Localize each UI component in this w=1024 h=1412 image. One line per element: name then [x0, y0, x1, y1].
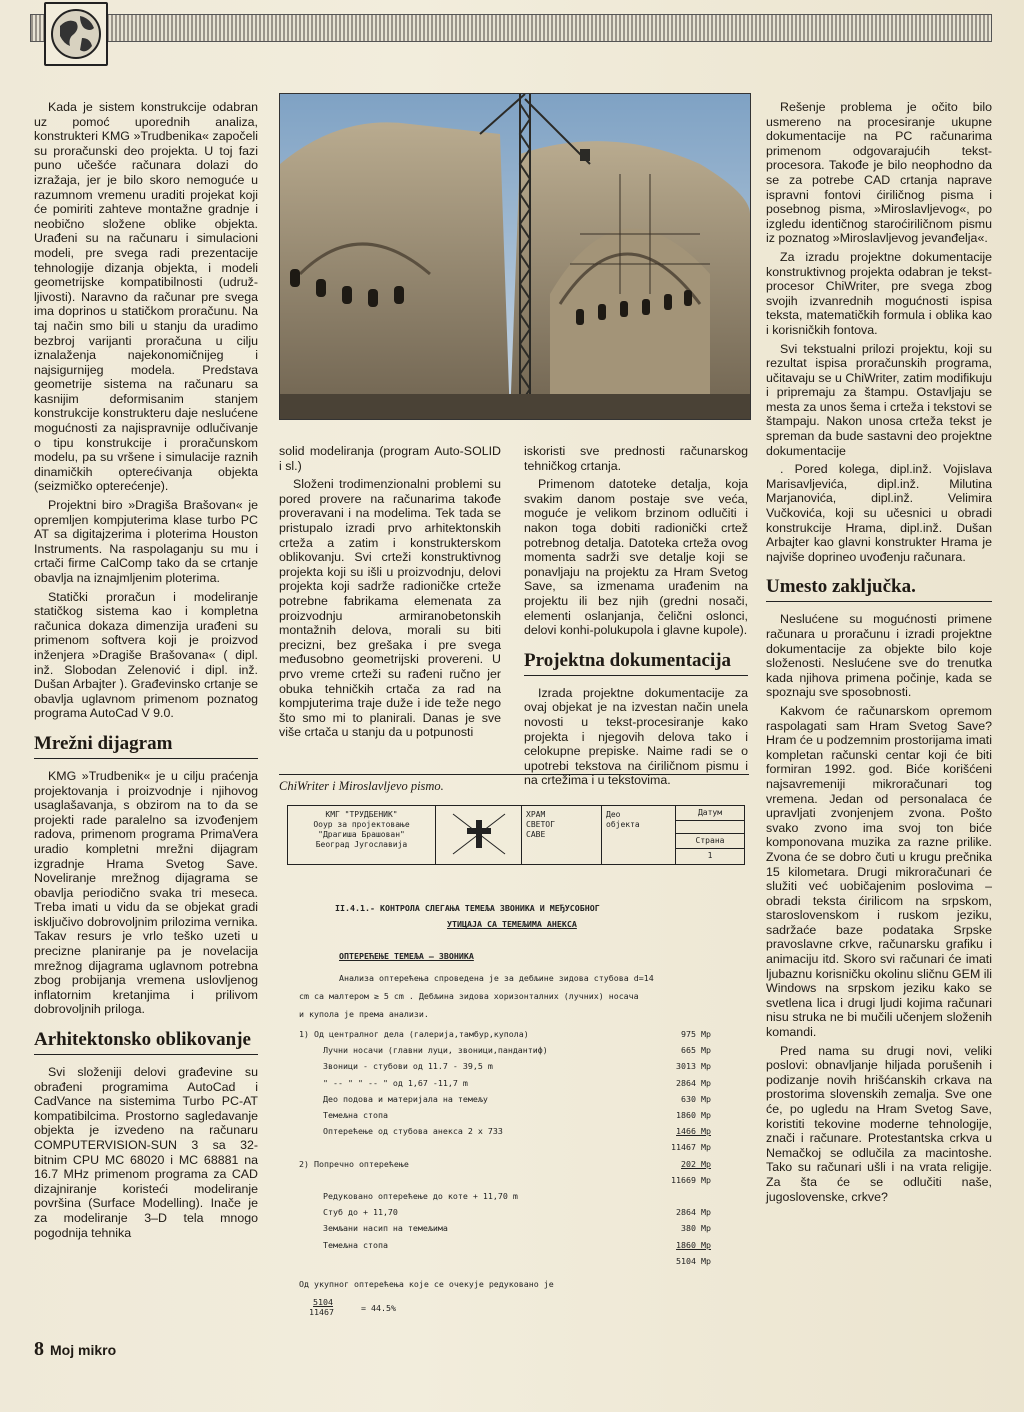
col4-para: Neslućene su mogućnosti primene računara u proračunu i izradi projektne dokumentacije za objekte bilo koje složenosti. Neslućene sve do trenutka kada njihova primena počinje, kada se spoznaju sve sposobnosti. — [766, 612, 992, 700]
figure-caption: ChiWriter i Miroslavljevo pismo. — [279, 779, 444, 793]
doc-row-value: 630 Mp — [681, 1093, 711, 1104]
cathedral-photo — [279, 93, 751, 420]
doc-row-label: Део подова и материјала на темељу — [323, 1093, 488, 1104]
doc-line: Анализа оптерећења спроведена је за дебљине зидова стубова d=14 — [339, 973, 654, 983]
column-1 — [34, 100, 258, 1244]
doc-row-label: Темељна стопа — [323, 1239, 388, 1250]
header-cell-company: КМГ "ТРУДБЕНИК" Ооур за пројектовање "Драгиша Брашован" Београд Југославија — [288, 806, 436, 864]
column-3 — [524, 444, 748, 792]
doc-row-value: 975 Mp — [681, 1029, 711, 1039]
col2-para: solid modeliranja (program Auto-SOLID i sl.) — [279, 444, 501, 473]
doc-row-value: 3013 Mp — [676, 1061, 711, 1072]
col4-para: Kakvom će računarskom opremom raspolagati sam Hram Svetog Save? Hram će u podzemnim prostorijama imati kompletan računski centar koji će biti formiran 1992. god. Biće korišćeni najsavremeniji mikroračunari tog vremena. Jedan od personalaca će upravljati zvonjenjem zvona. Pošto svako zvono ima svoj ton biće komponovana muzika za razne prilike. Zvona će se dobro čuti u krugu prečnika 15 kilometara. Drugi mikroračunari će služiti već uobičajenim poslovima – obradi teksta ćirilicom na srpskom, staroslovenskom i ruskom jeziku, sadržaće baze podataka Srpske pravoslavne crkve, računarsku grafiku i animaciju itd. Skoro svi računari će imati ljubaznu korisničku okolinu sličnu GEM ili Windows na srpskom jeziku kako se svetlena lica i drugi ljudi kojima računari nisu struka ne bi mučili učenjem složenih komandi. — [766, 703, 992, 1040]
col1-para: KMG »Trudbenik« je u cilju praćenja projektovanja i proizvodnje i njihovog usaglašavanja, s obzirom na to da se projekti rade paralelno sa izvođenjem radova, primenom programa PrimaVera uradio kompletni mrežni dijagram izgradnje Hrama Svetog Save. Noveliranje mrežnog dijagrama se obavlja periodično svaka tri meseca. Treba imati u vidu da se objekat gradi isključivo dobrovoljnim prilozima vernika. Takav resurs je vrlo teško uzeti u precizne planiranje pa je novelacija mrežnog dijagrama uglavnom potrebna zbog probijanja vremena uslovljenog inflatornim kretanjima i prilivom dobrovoljnih priloga. — [34, 768, 258, 1017]
chiwriter-document — [279, 803, 749, 1323]
page-footer — [34, 1338, 116, 1361]
doc-row-value: 202 Mp — [681, 1158, 711, 1169]
doc-row-value: 665 Mp — [681, 1045, 711, 1056]
col4-para: Svi tekstualni prilozi projektu, koji su rezultat ispisa proračunskih programa, učitavaju se u ChiWriter, zatim modifikuju i pripremaju za štampu. Ostavljaju se mesta za unos šema i crteža i tekstovi se štampaju. Nakon unosa crteža tekst je spreman da bude sastavni deo projektne dokumentacije — [766, 341, 992, 458]
col3-para: Izrada projektne dokumentacije za ovaj objekat je na izvestan način unela novosti u tekst-procesiranje kako projekta i njegovih delova tako i celokupne prepiske. Naime radi se o upotrebi tekstova na ćiriličnom pismu i na crtežima i u tekstovima. — [524, 685, 748, 788]
doc-row-label: Земљани насип на темељима — [323, 1223, 448, 1234]
doc-title: II.4.1.- КОНТРОЛА СЛЕГАЊА ТЕМЕЉА ЗВОНИКА И МЕЂУСОБНОГ — [335, 903, 600, 913]
doc-line: Од укупног оптерећења које се очекује редуковано је — [299, 1279, 554, 1289]
doc-row-value: 2864 Mp — [676, 1207, 711, 1218]
doc-row-label: " -- " " -- " од 1,67 -11,7 m — [323, 1077, 468, 1088]
doc-row-value: 1466 Mp — [676, 1126, 711, 1137]
header-cell-temple: ХРАМ СВЕТОГ САВЕ — [522, 806, 602, 864]
doc-row-label: 2) Попречно оптерећење — [299, 1158, 409, 1169]
magazine-name: Moj mikro — [50, 1342, 117, 1358]
col3-para: iskoristi sve prednosti računarskog tehničkog crtanja. — [524, 444, 748, 473]
doc-line: и купола је према анализи. — [299, 1009, 429, 1019]
doc-row-label: Оптерећење од стубова анекса 2 x 733 — [323, 1126, 503, 1137]
col1-para: Svi složeniji delovi građevine su obrađeni programima AutoCad i CadVance na sistemima Turbo PC-AT kompatibilcima. Prostorno sagledavanje objekta je izvedeno na računaru COMPUTERVISION-SUN 3 sa 32-bitnim CPU MC 68020 i MC 68881 na 16.7 MHz primenom programa za CAD dizajniranje koristeći modeliranje površina (Surface Modelling). Inače je za modeliranje 3–D tela mnogo pogodnija tehnika — [34, 1065, 258, 1240]
doc-row-value: 2864 Mp — [676, 1077, 711, 1088]
col3-para: Primenom datoteke detalja, koja svakim danom postaje sve veća, moguće je velikom brzinom odlučiti i nakon toga dobiti radionički crtež potrebnog detalja. Datoteka crteža ovog momenta sadrži sve detalje koji se ponavljaju na projektu za Hram Svetog Save, sa izmenama urađenim na projektu ili bez njih (gredni nosači, elementi oslanjanja, čelični oslonci, delovi konhi-polukupola i glavne kupole). — [524, 477, 748, 638]
col2-para: Složeni trodimenzionalni problemi su pored provere na računarima takođe proveravani i na modelima. Tek tada se pristupalo izradi prvo arhitektonskih crteža a zatim i konstrukterskom oblikovanju. Svi crteži konstruktivnog projekta koji su išli u proizvodnju, delovi projekta koji sadrže radioničke crteže potrebne fabrikama elemenata za proizvodnju armiranobetonskih montažnih delova, morali su biti precizni, bez grešaka i pre svega međusobno geometrijski provereni. U prvo vreme crteži su rađeni ručno jer obuka tehničkih crtača za rad na kompjuterima traje duže i ide teže nego što smo mi to planirali. Danas je sve više crtača u stanju da u potpunosti — [279, 477, 501, 740]
doc-row-label: Редуковано оптерећење до коте + 11,70 m — [323, 1191, 518, 1201]
col4-para: Rešenje problema je očito bilo usmereno na procesiranje ukupne dokumentacije na PC računarima primenom odgovarajućih tekst-procesora. Takođe je bilo neophodno da se za potrebe CAD crtanja naprave ispravni fontovi ćiriličnog pisma i posebnog pisma, »Miroslavljevog«, po izgledu identičnog staroćiriličnom pismu iz poznatog »Miroslavljevog jevanđelja«. — [766, 100, 992, 246]
cross-emblem-icon — [449, 810, 509, 858]
col1-para: Kada je sistem konstrukcije odabran uz pomoć uporednih analiza, konstrukteri KMG »Trudbenika« započeli su proračunski deo projekta. U toj fazi puno učešće računara dolazi do izražaja, jer je bilo skoro nemoguće u razumnom vremenu uraditi projekat koji će pomiriti zahteve montažne gradnje i neobično složene oblike objekta. Urađeni su na računaru i simulacioni modeli, pre svega radi prezentacije tehnologije dizanja objekta, i modeli geometrijske kompatibilnosti (udruž-ljivosti). Naravno da računar pre svega ima doprinos u statičkom proračunu. Na taj način smo bili u stanju da uradimo bezbroj varijanti proračuna u cilju iznalaženja najekonomičnijeg i najsigurnijeg modela. Predstava geometrije sistema na računaru sa kasnijim deformisanim stanjem konstrukcije konstrukteru daje neslućene mogućnosti za najispravnije odlučivanje o tipu konstrukcije i proračunskom modelu, pa su vršene i simulacije raznih dinamičkih opterećivanja objekta (seizmičko opterećenje). — [34, 100, 258, 494]
heading-arhitektonsko: Arhitektonsko oblikovanje — [34, 1029, 258, 1055]
column-4 — [766, 100, 992, 1208]
col4-para: Za izradu projektne dokumentacije konstruktivnog projekta odabran je tekst-procesor ChiWriter, pre svega zbog svojih izvanrednih mogućnosti ispisa teksta, matematičkih formula i oblika kao i korisničkih fontova. — [766, 249, 992, 337]
col4-para: Pred nama su drugi novi, veliki poslovi: obnavljanje hiljada porušenih i podizanje novih hrišćanskih crkava na prostorima slovenskih zemalja. Sve one će, po ugledu na Hram Svetog Save, koristiti tekovine moderne tehnologije, znači i računare. Protestantska crkva u Nemačkoj se odlučila za macintoshe. Tako su računari ušli i na vrata religije. Za šta će se odlučiti naše, jugoslovenske, crkve? — [766, 1043, 992, 1204]
header-cell-emblem — [436, 806, 522, 864]
caption-rule — [279, 774, 749, 775]
doc-row-value: 5104 Mp — [676, 1255, 711, 1266]
doc-row-value: 1860 Mp — [676, 1110, 711, 1120]
heading-umesto-zakljucka: Umesto zaključka. — [766, 576, 992, 602]
col1-para: Statički proračun i modeliranje statičkog sistema kao i kompletna računica dokaza dimenzija urađeni su primenom softvera koji je proizvod inženjera »Dragiše Brašovana« ( dipl. inž. Slobodan Zelenović i dipl. inž. Dušan Arbajter ). Građevinsko crtanje se obavlja uglavnom primenom poznatog programa AutoCad V 9.0. — [34, 589, 258, 721]
doc-row-label: Темељна стопа — [323, 1110, 388, 1120]
header-cell-date: Датум Страна 1 — [676, 806, 744, 864]
globe-icon — [44, 2, 108, 66]
doc-row-label: Стуб до + 11,70 — [323, 1207, 398, 1218]
doc-title: УТИЦАЈА СА ТЕМЕЉИМА АНЕКСА — [447, 919, 577, 929]
heading-mrezni-dijagram: Mrežni dijagram — [34, 733, 258, 759]
doc-row-value: 11467 Mp — [671, 1142, 711, 1153]
doc-row-value: 1860 Mp — [676, 1239, 711, 1250]
header-cell-part: Део објекта — [602, 806, 676, 864]
page-number: 8 — [34, 1338, 44, 1360]
doc-row-value: 380 Mp — [681, 1223, 711, 1234]
doc-percentage: = 44.5% — [361, 1303, 396, 1313]
doc-row-value: 11669 Mp — [671, 1174, 711, 1185]
heading-projektna-dokumentacija: Projektna dokumentacija — [524, 650, 748, 676]
column-2 — [279, 444, 501, 744]
col1-para: Projektni biro »Dragiša Brašovan« je opremljen kompjuterima klase turbo PC AT sa digitajzerima i ploterima Houston Instruments. Na raspolaganju su mu i crtači firme CalComp tako da se crtanje obavlja na iznajmljenim ploterima. — [34, 498, 258, 585]
doc-line: cm са малтером ≥ 5 cm . Дебљина зидова хоризонталних (лучних) носача — [299, 991, 639, 1001]
doc-fraction-top: 5104 — [313, 1297, 333, 1307]
header-stripe — [30, 14, 992, 42]
doc-fraction-bottom: 11467 — [309, 1307, 334, 1317]
doc-row-label: 1) Од централног дела (галерија,тамбур,купола) — [299, 1029, 529, 1039]
doc-subtitle: ОПТЕРЕЋЕЊЕ ТЕМЕЉА – ЗВОНИКА — [339, 951, 474, 961]
col4-para: . Pored kolega, dipl.inž. Vojislava Marisavljevića, dipl.inž. Milutina Marjanovića, dipl.inž. Velimira Vučkovića, koji su učesnici u obradi konstrukcije Hrama, dipl.inž. Dušan Arbajter kao glavni konstrukter Hrama je najviše doprineo uvođenju računara. — [766, 462, 992, 564]
document-header-table — [287, 805, 745, 865]
doc-row-label: Звоници - стубови од 11.7 - 39,5 m — [323, 1061, 493, 1072]
doc-row-label: Лучни носачи (главни луци, звоници,пандантиф) — [323, 1045, 548, 1056]
